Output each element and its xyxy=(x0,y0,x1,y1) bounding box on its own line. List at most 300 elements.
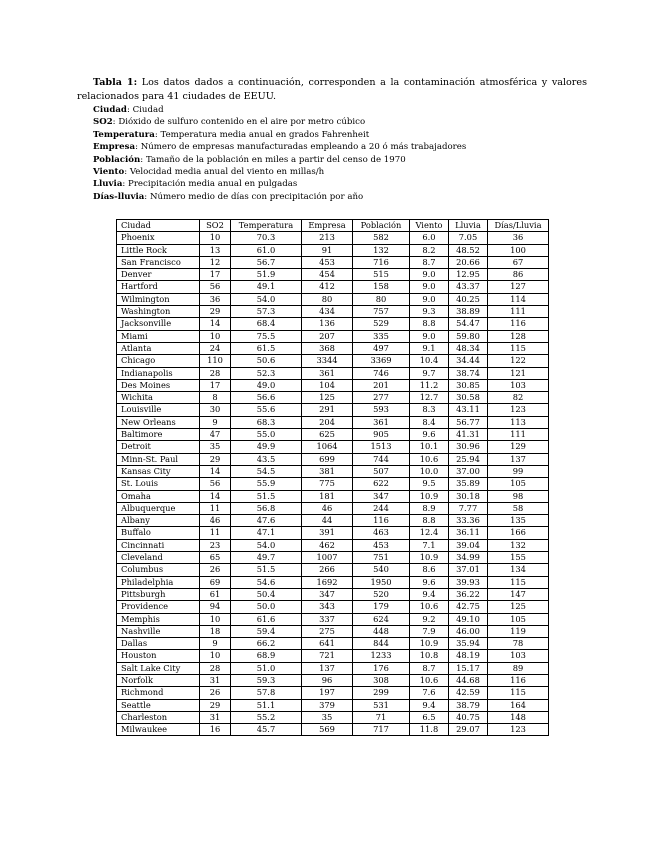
table-cell: 10 xyxy=(200,650,231,662)
table-cell: 56 xyxy=(200,281,231,293)
table-cell: 8.7 xyxy=(410,662,449,674)
table-body xyxy=(117,232,549,736)
table-cell: 51.1 xyxy=(231,699,302,711)
table-cell: 9.4 xyxy=(410,588,449,600)
table-cell: 137 xyxy=(488,453,549,465)
table-cell: 12.95 xyxy=(449,269,488,281)
table-cell: 127 xyxy=(488,281,549,293)
table-cell: 28 xyxy=(200,662,231,674)
table-cell: 51.5 xyxy=(231,490,302,502)
table-cell: 132 xyxy=(353,244,410,256)
table-cell: 347 xyxy=(302,588,353,600)
table-cell: 9.0 xyxy=(410,281,449,293)
table-row xyxy=(117,269,549,281)
table-cell: 105 xyxy=(488,478,549,490)
table-cell: 69 xyxy=(200,576,231,588)
table-row xyxy=(117,441,549,453)
table-row xyxy=(117,650,549,662)
table-cell: 115 xyxy=(488,576,549,588)
table-cell: 35 xyxy=(302,711,353,723)
definition-term: SO2 xyxy=(93,117,113,128)
table-cell: 8.8 xyxy=(410,515,449,527)
table-cell: 42.59 xyxy=(449,687,488,699)
table-cell: 89 xyxy=(488,662,549,674)
table-cell: 497 xyxy=(353,342,410,354)
table-cell: 164 xyxy=(488,699,549,711)
table-row xyxy=(117,392,549,404)
table-cell: 54.0 xyxy=(231,293,302,305)
table-cell: 71 xyxy=(353,711,410,723)
table-cell: 641 xyxy=(302,638,353,650)
table-cell: 775 xyxy=(302,478,353,490)
table-row xyxy=(117,588,549,600)
table-cell: 75.5 xyxy=(231,330,302,342)
city-cell: Norfolk xyxy=(117,674,200,686)
table-cell: 148 xyxy=(488,711,549,723)
table-cell: 46 xyxy=(302,502,353,514)
table-cell: 43.11 xyxy=(449,404,488,416)
caption-label: Tabla 1: xyxy=(93,77,138,88)
table-cell: 104 xyxy=(302,379,353,391)
table-cell: 9.0 xyxy=(410,330,449,342)
table-cell: 699 xyxy=(302,453,353,465)
table-cell: 520 xyxy=(353,588,410,600)
table-cell: 179 xyxy=(353,601,410,613)
table-row xyxy=(117,638,549,650)
city-cell: Memphis xyxy=(117,613,200,625)
definition-term: Lluvia xyxy=(93,179,123,190)
table-cell: 9.4 xyxy=(410,699,449,711)
table-cell: 116 xyxy=(488,318,549,330)
table-cell: 80 xyxy=(302,293,353,305)
table-cell: 115 xyxy=(488,687,549,699)
table-cell: 11 xyxy=(200,502,231,514)
table-cell: 277 xyxy=(353,392,410,404)
table-cell: 7.1 xyxy=(410,539,449,551)
table-cell: 123 xyxy=(488,404,549,416)
city-cell: Houston xyxy=(117,650,200,662)
table-cell: 134 xyxy=(488,564,549,576)
table-cell: 8.2 xyxy=(410,244,449,256)
table-row xyxy=(117,453,549,465)
table-cell: 47.6 xyxy=(231,515,302,527)
table-cell: 122 xyxy=(488,355,549,367)
table-cell: 125 xyxy=(488,601,549,613)
table-cell: 14 xyxy=(200,318,231,330)
table-cell: 582 xyxy=(353,232,410,244)
city-cell: Omaha xyxy=(117,490,200,502)
table-cell: 10.6 xyxy=(410,453,449,465)
city-cell: Denver xyxy=(117,269,200,281)
table-cell: 9.1 xyxy=(410,342,449,354)
definition-desc: Número de empresas manufacturadas empleando a 20 ó más trabajadores xyxy=(140,142,467,153)
table-cell: 454 xyxy=(302,269,353,281)
city-cell: Wilmington xyxy=(117,293,200,305)
table-cell: 17 xyxy=(200,379,231,391)
table-cell: 9.5 xyxy=(410,478,449,490)
city-cell: Albuquerque xyxy=(117,502,200,514)
table-cell: 44 xyxy=(302,515,353,527)
table-cell: 36.22 xyxy=(449,588,488,600)
table-row xyxy=(117,662,549,674)
header-cell: Lluvia xyxy=(449,220,488,232)
table-cell: 56.6 xyxy=(231,392,302,404)
table-cell: 36 xyxy=(488,232,549,244)
definition-desc: Velocidad media anual del viento en millas/h xyxy=(129,167,325,178)
table-cell: 37.01 xyxy=(449,564,488,576)
table-cell: 61 xyxy=(200,588,231,600)
table-cell: 110 xyxy=(200,355,231,367)
table-cell: 379 xyxy=(302,699,353,711)
table-row xyxy=(117,379,549,391)
table-cell: 99 xyxy=(488,465,549,477)
table-cell: 569 xyxy=(302,724,353,736)
table-cell: 448 xyxy=(353,625,410,637)
variable-definitions xyxy=(93,104,583,203)
table-cell: 100 xyxy=(488,244,549,256)
table-cell: 57.3 xyxy=(231,306,302,318)
table-row xyxy=(117,367,549,379)
table-cell: 48.52 xyxy=(449,244,488,256)
table-cell: 128 xyxy=(488,330,549,342)
table-row xyxy=(117,502,549,514)
definition-row: Temperatura: Temperatura media anual en grados Fahrenheit xyxy=(93,129,370,140)
table-cell: 113 xyxy=(488,416,549,428)
table-cell: 132 xyxy=(488,539,549,551)
table-cell: 59.3 xyxy=(231,674,302,686)
table-cell: 9.3 xyxy=(410,306,449,318)
table-row xyxy=(117,613,549,625)
table-header-row xyxy=(117,220,549,232)
table-cell: 54.0 xyxy=(231,539,302,551)
city-cell: Detroit xyxy=(117,441,200,453)
table-cell: 9 xyxy=(200,416,231,428)
city-cell: St. Louis xyxy=(117,478,200,490)
definition-desc: Ciudad xyxy=(132,105,164,115)
table-cell: 15.17 xyxy=(449,662,488,674)
table-cell: 91 xyxy=(302,244,353,256)
table-cell: 33.36 xyxy=(449,515,488,527)
table-cell: 147 xyxy=(488,588,549,600)
city-cell: Cincinnati xyxy=(117,539,200,551)
table-cell: 717 xyxy=(353,724,410,736)
table-cell: 38.74 xyxy=(449,367,488,379)
table-row xyxy=(117,478,549,490)
table-cell: 68.9 xyxy=(231,650,302,662)
table-cell: 55.0 xyxy=(231,429,302,441)
table-cell: 11.8 xyxy=(410,724,449,736)
city-cell: Salt Lake City xyxy=(117,662,200,674)
table-row xyxy=(117,355,549,367)
table-cell: 44.68 xyxy=(449,674,488,686)
table-cell: 36 xyxy=(200,293,231,305)
table-cell: 30.58 xyxy=(449,392,488,404)
table-cell: 40.25 xyxy=(449,293,488,305)
table-cell: 56.7 xyxy=(231,256,302,268)
table-cell: 7.6 xyxy=(410,687,449,699)
definition-term: Población xyxy=(93,154,141,165)
table-cell: 59.80 xyxy=(449,330,488,342)
table-cell: 453 xyxy=(353,539,410,551)
table-cell: 68.4 xyxy=(231,318,302,330)
city-cell: Wichita xyxy=(117,392,200,404)
header-cell: Temperatura xyxy=(231,220,302,232)
table-cell: 103 xyxy=(488,650,549,662)
table-cell: 308 xyxy=(353,674,410,686)
table-cell: 9.6 xyxy=(410,429,449,441)
city-cell: Hartford xyxy=(117,281,200,293)
table-cell: 50.4 xyxy=(231,588,302,600)
table-cell: 10.6 xyxy=(410,674,449,686)
table-cell: 381 xyxy=(302,465,353,477)
table-cell: 29 xyxy=(200,453,231,465)
table-cell: 462 xyxy=(302,539,353,551)
table-cell: 12.7 xyxy=(410,392,449,404)
table-row xyxy=(117,256,549,268)
city-cell: Indianapolis xyxy=(117,367,200,379)
table-cell: 116 xyxy=(353,515,410,527)
table-cell: 55.6 xyxy=(231,404,302,416)
table-cell: 757 xyxy=(353,306,410,318)
table-row xyxy=(117,293,549,305)
table-cell: 123 xyxy=(488,724,549,736)
table-cell: 30.18 xyxy=(449,490,488,502)
definition-term: Temperatura xyxy=(93,129,155,140)
table-cell: 11 xyxy=(200,527,231,539)
table-cell: 55.9 xyxy=(231,478,302,490)
table-cell: 10.8 xyxy=(410,650,449,662)
table-row xyxy=(117,711,549,723)
table-cell: 48.19 xyxy=(449,650,488,662)
table-cell: 751 xyxy=(353,552,410,564)
table-cell: 56.77 xyxy=(449,416,488,428)
table-row xyxy=(117,527,549,539)
table-row xyxy=(117,552,549,564)
table-cell: 197 xyxy=(302,687,353,699)
table-cell: 121 xyxy=(488,367,549,379)
table-cell: 111 xyxy=(488,429,549,441)
table-cell: 34.99 xyxy=(449,552,488,564)
table-cell: 86 xyxy=(488,269,549,281)
table-cell: 50.0 xyxy=(231,601,302,613)
table-cell: 361 xyxy=(353,416,410,428)
table-row xyxy=(117,416,549,428)
table-cell: 51.0 xyxy=(231,662,302,674)
table-cell: 14 xyxy=(200,465,231,477)
table-cell: 10.6 xyxy=(410,601,449,613)
table-cell: 26 xyxy=(200,564,231,576)
table-cell: 337 xyxy=(302,613,353,625)
table-cell: 9.0 xyxy=(410,293,449,305)
table-cell: 1513 xyxy=(353,441,410,453)
table-cell: 6.0 xyxy=(410,232,449,244)
table-cell: 8.8 xyxy=(410,318,449,330)
table-cell: 135 xyxy=(488,515,549,527)
table-cell: 61.5 xyxy=(231,342,302,354)
city-cell: Nashville xyxy=(117,625,200,637)
table-cell: 368 xyxy=(302,342,353,354)
table-cell: 1233 xyxy=(353,650,410,662)
table-cell: 34.44 xyxy=(449,355,488,367)
table-cell: 54.47 xyxy=(449,318,488,330)
table-cell: 625 xyxy=(302,429,353,441)
table-cell: 129 xyxy=(488,441,549,453)
table-cell: 18 xyxy=(200,625,231,637)
city-cell: Charleston xyxy=(117,711,200,723)
table-row xyxy=(117,576,549,588)
table-cell: 507 xyxy=(353,465,410,477)
city-cell: Milwaukee xyxy=(117,724,200,736)
header-cell: Empresa xyxy=(302,220,353,232)
table-cell: 744 xyxy=(353,453,410,465)
table-cell: 47.1 xyxy=(231,527,302,539)
table-row xyxy=(117,306,549,318)
table-cell: 213 xyxy=(302,232,353,244)
definition-term: Ciudad xyxy=(93,105,127,115)
table-row xyxy=(117,281,549,293)
table-cell: 46 xyxy=(200,515,231,527)
table-cell: 1692 xyxy=(302,576,353,588)
table-cell: 49.7 xyxy=(231,552,302,564)
table-row xyxy=(117,404,549,416)
table-cell: 391 xyxy=(302,527,353,539)
table-row xyxy=(117,244,549,256)
table-row xyxy=(117,515,549,527)
table-cell: 6.5 xyxy=(410,711,449,723)
table-cell: 9.6 xyxy=(410,576,449,588)
definition-row: SO2: Dióxido de sulfuro contenido en el aire por metro cúbico xyxy=(93,117,366,128)
city-cell: Kansas City xyxy=(117,465,200,477)
table-cell: 299 xyxy=(353,687,410,699)
city-cell: Little Rock xyxy=(117,244,200,256)
definition-term: Días-lluvia xyxy=(93,191,145,202)
table-cell: 1064 xyxy=(302,441,353,453)
table-cell: 25.94 xyxy=(449,453,488,465)
table-cell: 35.94 xyxy=(449,638,488,650)
table-cell: 96 xyxy=(302,674,353,686)
table-cell: 412 xyxy=(302,281,353,293)
table-cell: 43.37 xyxy=(449,281,488,293)
table-cell: 10 xyxy=(200,330,231,342)
table-cell: 7.77 xyxy=(449,502,488,514)
table-cell: 39.93 xyxy=(449,576,488,588)
table-cell: 204 xyxy=(302,416,353,428)
table-cell: 10.9 xyxy=(410,638,449,650)
definition-term: Viento xyxy=(93,167,125,178)
table-cell: 54.5 xyxy=(231,465,302,477)
table-cell: 31 xyxy=(200,674,231,686)
table-cell: 11.2 xyxy=(410,379,449,391)
table-cell: 66.2 xyxy=(231,638,302,650)
table-cell: 46.00 xyxy=(449,625,488,637)
table-row xyxy=(117,330,549,342)
city-cell: Des Moines xyxy=(117,379,200,391)
table-cell: 48.34 xyxy=(449,342,488,354)
table-row xyxy=(117,564,549,576)
table-row xyxy=(117,674,549,686)
table-cell: 275 xyxy=(302,625,353,637)
table-caption xyxy=(77,76,587,103)
city-cell: Atlanta xyxy=(117,342,200,354)
table-cell: 29 xyxy=(200,306,231,318)
table-row xyxy=(117,429,549,441)
definition-row: Empresa: Número de empresas manufacturadas empleando a 20 ó más trabajadores xyxy=(93,142,467,153)
city-cell: Providence xyxy=(117,601,200,613)
table-cell: 1007 xyxy=(302,552,353,564)
table-cell: 50.6 xyxy=(231,355,302,367)
table-cell: 158 xyxy=(353,281,410,293)
table-cell: 56 xyxy=(200,478,231,490)
table-cell: 343 xyxy=(302,601,353,613)
table-cell: 61.0 xyxy=(231,244,302,256)
table-cell: 49.10 xyxy=(449,613,488,625)
table-cell: 207 xyxy=(302,330,353,342)
table-cell: 244 xyxy=(353,502,410,514)
city-cell: Washington xyxy=(117,306,200,318)
table-cell: 593 xyxy=(353,404,410,416)
table-cell: 36.11 xyxy=(449,527,488,539)
table-cell: 52.3 xyxy=(231,367,302,379)
table-cell: 67 xyxy=(488,256,549,268)
table-cell: 31 xyxy=(200,711,231,723)
table-row xyxy=(117,625,549,637)
table-cell: 35.89 xyxy=(449,478,488,490)
table-row xyxy=(117,342,549,354)
definition-desc: Tamaño de la población en miles a partir del censo de 1970 xyxy=(145,154,406,165)
table-cell: 291 xyxy=(302,404,353,416)
definition-desc: Temperatura media anual en grados Fahrenheit xyxy=(160,129,370,140)
table-row xyxy=(117,490,549,502)
table-cell: 28 xyxy=(200,367,231,379)
definition-row: Días-lluvia: Número medio de días con precipitación por año xyxy=(93,191,364,202)
table-cell: 529 xyxy=(353,318,410,330)
table-cell: 26 xyxy=(200,687,231,699)
table-cell: 37.00 xyxy=(449,465,488,477)
table-cell: 10.1 xyxy=(410,441,449,453)
definition-term: Empresa xyxy=(93,142,136,153)
definition-desc: Número medio de días con precipitación por año xyxy=(149,191,364,202)
table-cell: 176 xyxy=(353,662,410,674)
header-cell: Viento xyxy=(410,220,449,232)
table-cell: 30 xyxy=(200,404,231,416)
header-cell: Días/Lluvia xyxy=(488,220,549,232)
table-cell: 9 xyxy=(200,638,231,650)
table-cell: 166 xyxy=(488,527,549,539)
table-cell: 38.79 xyxy=(449,699,488,711)
table-cell: 844 xyxy=(353,638,410,650)
table-cell: 540 xyxy=(353,564,410,576)
table-row xyxy=(117,539,549,551)
table-cell: 55.2 xyxy=(231,711,302,723)
table-cell: 10.4 xyxy=(410,355,449,367)
table-cell: 13 xyxy=(200,244,231,256)
table-cell: 98 xyxy=(488,490,549,502)
table-cell: 40.75 xyxy=(449,711,488,723)
table-cell: 10.0 xyxy=(410,465,449,477)
table-cell: 17 xyxy=(200,269,231,281)
table-cell: 49.1 xyxy=(231,281,302,293)
table-cell: 30.96 xyxy=(449,441,488,453)
table-cell: 80 xyxy=(353,293,410,305)
table-cell: 10.9 xyxy=(410,552,449,564)
table-cell: 9.2 xyxy=(410,613,449,625)
table-cell: 716 xyxy=(353,256,410,268)
table-cell: 624 xyxy=(353,613,410,625)
table-cell: 119 xyxy=(488,625,549,637)
table-cell: 9.7 xyxy=(410,367,449,379)
city-cell: Cleveland xyxy=(117,552,200,564)
table-cell: 905 xyxy=(353,429,410,441)
